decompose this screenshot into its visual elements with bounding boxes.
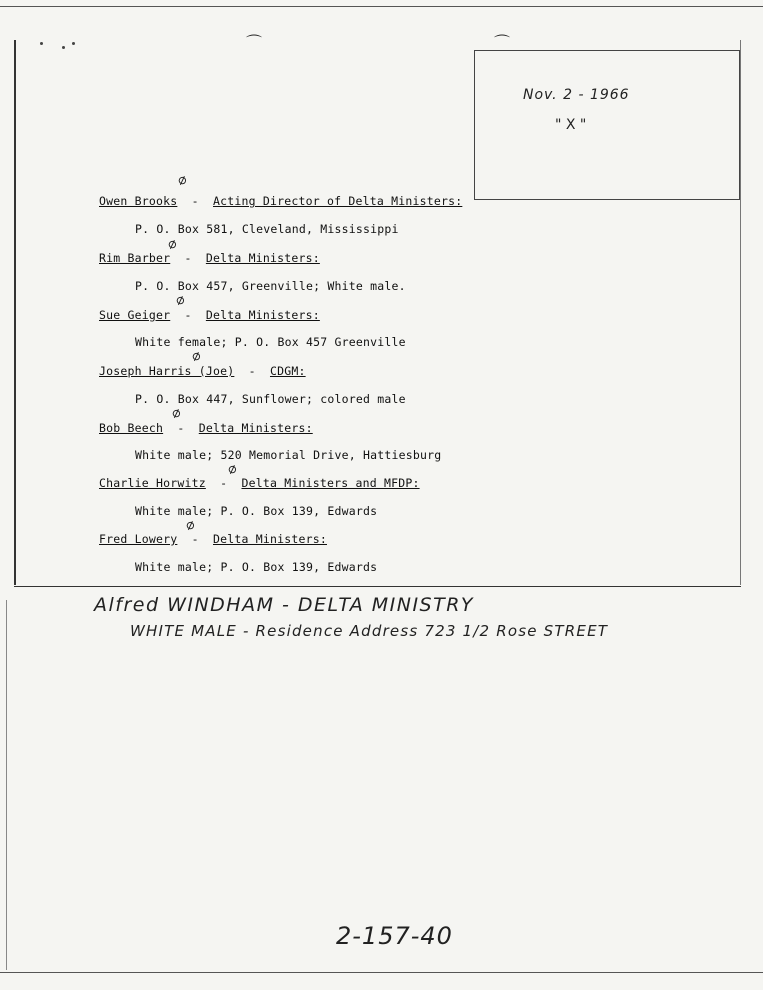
check-mark: ⌀: [183, 516, 197, 534]
handwritten-line-2: WHITE MALE - Residence Address 723 1/2 Rose STREET: [130, 622, 609, 640]
check-mark: ⌀: [189, 347, 203, 365]
entry-name: Charlie Horwitz: [99, 476, 206, 490]
entry-separator: -: [170, 251, 206, 265]
entry-separator: -: [234, 364, 270, 378]
top-edge-line: [0, 6, 763, 7]
check-mark: ⌀: [225, 460, 239, 478]
entry-separator: -: [163, 421, 199, 435]
entry-heading: [99, 421, 313, 435]
entry-detail: White male; P. O. Box 139, Edwards: [135, 504, 378, 518]
entry-separator: -: [205, 476, 242, 490]
entry-name: Joseph Harris (Joe): [99, 364, 235, 378]
entry-role: CDGM:: [269, 364, 306, 378]
scan-speck: [72, 42, 75, 45]
entry-separator: -: [177, 532, 213, 546]
entry-heading: [99, 194, 462, 208]
check-mark: ⌀: [169, 404, 183, 422]
scan-speck: [62, 46, 65, 49]
entry-role: Delta Ministers:: [213, 532, 327, 546]
entry-detail: White male; P. O. Box 139, Edwards: [135, 560, 378, 574]
entry-heading: [99, 308, 320, 322]
entry-role: Acting Director of Delta Ministers:: [213, 194, 463, 208]
entry-detail: P. O. Box 457, Greenville; White male.: [135, 279, 406, 293]
entry-role: Delta Ministers and MFDP:: [241, 476, 420, 490]
bottom-edge-line: [0, 972, 763, 973]
pen-mark: ⌒: [246, 33, 263, 52]
right-margin-line: [740, 40, 741, 585]
entry-heading: [99, 532, 327, 546]
entry-name: Bob Beech: [99, 421, 164, 435]
entry-separator: -: [177, 194, 213, 208]
pen-mark: ⌒: [494, 33, 511, 52]
scan-speck: [40, 42, 43, 45]
entry-detail: White male; 520 Memorial Drive, Hattiesburg: [135, 448, 442, 462]
entry-detail: P. O. Box 581, Cleveland, Mississippi: [135, 222, 399, 236]
entry-heading: [99, 476, 420, 490]
file-number: 2-157-40: [336, 922, 453, 950]
check-mark: ⌀: [173, 291, 187, 309]
check-mark: ⌀: [175, 171, 189, 189]
stamp-date: Nov. 2 - 1966: [523, 87, 630, 103]
date-stamp-box: [474, 50, 740, 200]
left-margin-line: [14, 40, 16, 585]
handwritten-line-1: Alfred WINDHAM - DELTA MINISTRY: [94, 594, 475, 616]
entry-role: Delta Ministers:: [198, 421, 313, 435]
typed-sheet-bottom-edge: [14, 586, 741, 587]
entry-name: Sue Geiger: [99, 308, 171, 322]
left-margin-line-lower: [6, 600, 7, 970]
entry-name: Fred Lowery: [99, 532, 178, 546]
entry-separator: -: [170, 308, 206, 322]
entry-heading: [99, 251, 320, 265]
entry-name: Owen Brooks: [99, 194, 178, 208]
entry-role: Delta Ministers:: [205, 251, 320, 265]
entry-name: Rim Barber: [99, 251, 171, 265]
entry-detail: White female; P. O. Box 457 Greenville: [135, 335, 406, 349]
entry-heading: [99, 364, 306, 378]
stamp-mark: " X ": [555, 117, 587, 133]
check-mark: ⌀: [165, 235, 179, 253]
entry-role: Delta Ministers:: [205, 308, 320, 322]
entry-detail: P. O. Box 447, Sunflower; colored male: [135, 392, 406, 406]
